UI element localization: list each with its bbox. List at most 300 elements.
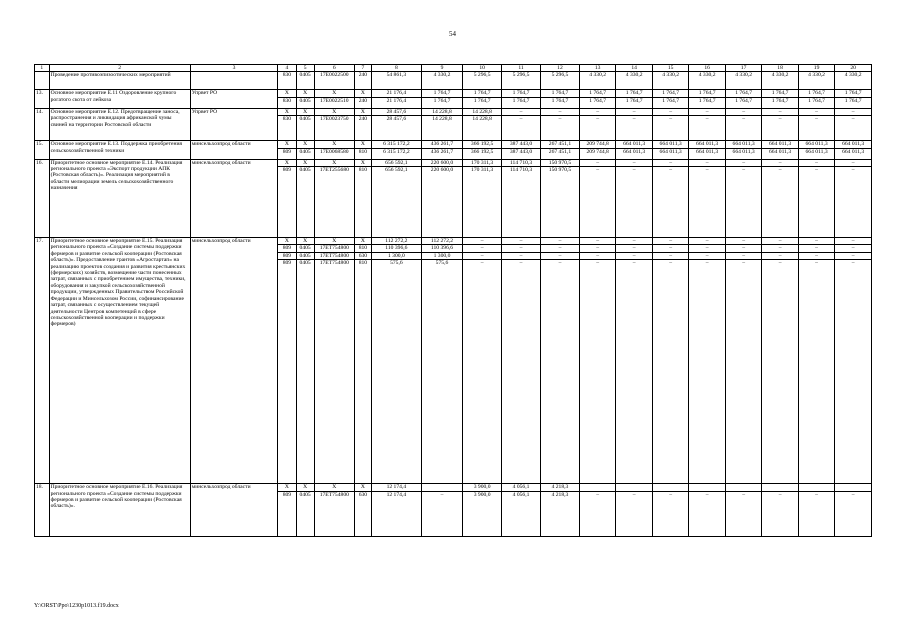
amount-cell: 664 011,3 <box>835 141 872 148</box>
amount-cell: – <box>798 159 834 166</box>
classification-code: 0405 <box>296 245 314 252</box>
classification-code: 17ЕТ754800 <box>314 491 354 536</box>
amount-cell: 150 970,5 <box>541 159 580 166</box>
amount-cell: – <box>652 167 688 238</box>
amount-cell: – <box>541 108 580 115</box>
amount-cell: – <box>502 108 541 115</box>
amount-cell: 170 311,3 <box>463 167 502 238</box>
amount-cell: – <box>652 116 688 141</box>
amount-cell: 4 056,1 <box>502 484 541 491</box>
executor: минсельхозпрод области <box>190 159 278 237</box>
amount-cell: – <box>725 260 761 484</box>
amount-cell: – <box>798 238 834 245</box>
amount-cell: 664 011,3 <box>725 141 761 148</box>
column-number: 19 <box>798 65 834 72</box>
amount-cell: 3 900,0 <box>463 491 502 536</box>
amount-cell: – <box>762 252 798 259</box>
amount-cell: 220 600,0 <box>421 167 462 238</box>
column-number: 7 <box>354 65 371 72</box>
row-number: 15. <box>35 141 50 159</box>
classification-code: Х <box>354 141 371 148</box>
amount-cell: 1 764,7 <box>616 97 652 108</box>
amount-cell: – <box>579 159 615 166</box>
footer-path: Y:\ORST\Ppo\1230p1013.f19.docx <box>34 603 119 609</box>
amount-cell: – <box>579 167 615 238</box>
amount-cell: – <box>652 159 688 166</box>
amount-cell: 4 330,2 <box>616 72 652 90</box>
amount-cell: – <box>835 108 872 115</box>
classification-code: Х <box>354 484 371 491</box>
amount-cell: – <box>798 245 834 252</box>
amount-cell: – <box>502 260 541 484</box>
amount-cell: 150 970,5 <box>541 167 580 238</box>
amount-cell <box>725 484 761 491</box>
amount-cell: 110 396,6 <box>421 245 462 252</box>
amount-cell: 14 228,8 <box>463 108 502 115</box>
amount-cell: 1 764,7 <box>579 90 615 97</box>
classification-code: 809 <box>278 245 296 252</box>
amount-cell: 1 764,7 <box>541 97 580 108</box>
amount-cell: 1 300,0 <box>421 252 462 259</box>
amount-cell: – <box>725 238 761 245</box>
classification-code: 809 <box>278 252 296 259</box>
classification-code: Х <box>296 141 314 148</box>
classification-code: Х <box>278 484 296 491</box>
amount-cell: – <box>798 260 834 484</box>
amount-cell: – <box>725 116 761 141</box>
amount-cell: – <box>725 252 761 259</box>
amount-cell: – <box>541 252 580 259</box>
amount-cell: 4 218,3 <box>541 491 580 536</box>
amount-cell: – <box>835 252 872 259</box>
amount-cell: 28 457,6 <box>371 116 421 141</box>
classification-code: 0405 <box>296 491 314 536</box>
classification-code: 17Е0068580 <box>314 148 354 159</box>
classification-code: 810 <box>354 245 371 252</box>
amount-cell <box>798 484 834 491</box>
amount-cell: – <box>725 491 761 536</box>
classification-code: 17ЕТ754800 <box>314 260 354 484</box>
amount-cell: – <box>835 245 872 252</box>
amount-cell: 220 600,0 <box>421 159 462 166</box>
amount-cell: 1 764,7 <box>798 90 834 97</box>
amount-cell: – <box>835 167 872 238</box>
amount-cell: 664 011,3 <box>835 148 872 159</box>
row-number: 18. <box>35 484 50 536</box>
amount-cell: – <box>762 238 798 245</box>
amount-cell: – <box>835 116 872 141</box>
amount-cell: 664 011,3 <box>616 141 652 148</box>
amount-cell: – <box>502 116 541 141</box>
amount-cell: 1 764,7 <box>689 97 725 108</box>
amount-cell <box>652 484 688 491</box>
amount-cell: – <box>798 108 834 115</box>
column-number: 20 <box>835 65 872 72</box>
column-number: 18 <box>762 65 798 72</box>
amount-cell: 1 764,7 <box>579 97 615 108</box>
amount-cell: – <box>541 238 580 245</box>
amount-cell: 436 261,7 <box>421 141 462 148</box>
table-row <box>35 90 872 97</box>
classification-code: 17ЕТ754800 <box>314 252 354 259</box>
executor <box>190 72 278 90</box>
amount-cell: – <box>689 167 725 238</box>
amount-cell: 1 764,7 <box>652 90 688 97</box>
classification-code: 17ЕТ255680 <box>314 167 354 238</box>
classification-code: Х <box>314 238 354 245</box>
amount-cell: 114 710,3 <box>502 167 541 238</box>
amount-cell: 575,6 <box>371 260 421 484</box>
classification-code: Х <box>278 141 296 148</box>
amount-cell: 366 192,5 <box>463 148 502 159</box>
amount-cell: – <box>579 108 615 115</box>
classification-code: 630 <box>354 491 371 536</box>
amount-cell: – <box>652 252 688 259</box>
classification-code: Х <box>314 108 354 115</box>
amount-cell: 4 330,2 <box>652 72 688 90</box>
classification-code: 0405 <box>296 116 314 141</box>
amount-cell: – <box>502 245 541 252</box>
table-row <box>35 159 872 166</box>
classification-code: 810 <box>354 260 371 484</box>
amount-cell: – <box>463 238 502 245</box>
amount-cell: 5 296,5 <box>502 72 541 90</box>
classification-code: 0405 <box>296 252 314 259</box>
classification-code: 17Е0022510 <box>314 97 354 108</box>
amount-cell: – <box>463 252 502 259</box>
amount-cell: 664 011,3 <box>762 141 798 148</box>
amount-cell: 114 710,3 <box>502 159 541 166</box>
amount-cell: – <box>541 260 580 484</box>
classification-code: 810 <box>354 148 371 159</box>
amount-cell: 4 330,2 <box>762 72 798 90</box>
amount-cell: – <box>689 252 725 259</box>
amount-cell: – <box>689 159 725 166</box>
amount-cell: 6 315 172,2 <box>371 148 421 159</box>
column-number: 9 <box>421 65 462 72</box>
amount-cell: – <box>835 491 872 536</box>
amount-cell: 54 861,3 <box>371 72 421 90</box>
executor: минсельхозпрод области <box>190 484 278 536</box>
amount-cell <box>579 484 615 491</box>
amount-cell: – <box>463 245 502 252</box>
amount-cell: 664 011,3 <box>689 141 725 148</box>
amount-cell: 1 764,7 <box>725 97 761 108</box>
amount-cell: 664 011,3 <box>798 148 834 159</box>
column-number: 17 <box>725 65 761 72</box>
table-row <box>35 484 872 491</box>
column-number: 11 <box>502 65 541 72</box>
amount-cell: – <box>541 245 580 252</box>
amount-cell: – <box>652 108 688 115</box>
amount-cell: – <box>579 116 615 141</box>
amount-cell: – <box>616 245 652 252</box>
column-number: 1 <box>35 65 50 72</box>
amount-cell: 14 228,8 <box>421 116 462 141</box>
executor: минсельхозпрод области <box>190 238 278 484</box>
amount-cell: – <box>689 491 725 536</box>
classification-code: 0405 <box>296 148 314 159</box>
table-row <box>35 72 872 90</box>
executor: Упрвет РО <box>190 90 278 108</box>
activity-name: Приоритетное основное мероприятие Е.15. Реализация регионального проекта «Создание системы поддержки фермеров и развитие сельской кооперации (Ростовская область)». Предоставление грантов «Агростартап» на реализацию проектов создания и развития крестьянских (фермерских) хозяйств, возмещение части понесенных затрат, связанных с приобретением имущества, техники, оборудования и закупкой сельскохозяйственной продукции, утвержденных Правительством Российской Федерации и Минсельхозом России, софинансирование затрат, связанных с осуществлением текущей деятельности Центров компетенций в сфере сельскохозяйственной кооперации и поддержки фермеров) <box>49 238 190 484</box>
column-number: 14 <box>616 65 652 72</box>
classification-code: Х <box>296 238 314 245</box>
amount-cell: – <box>689 108 725 115</box>
amount-cell: – <box>798 252 834 259</box>
row-number: 13. <box>35 90 50 108</box>
classification-code: Х <box>314 484 354 491</box>
amount-cell: 267 451,1 <box>541 148 580 159</box>
amount-cell: 656 592,1 <box>371 167 421 238</box>
amount-cell: 664 011,3 <box>616 148 652 159</box>
classification-code: 809 <box>278 167 296 238</box>
row-number: 17. <box>35 238 50 484</box>
amount-cell: 1 764,7 <box>798 97 834 108</box>
column-number: 13 <box>579 65 615 72</box>
classification-code: 17ЕТ754800 <box>314 245 354 252</box>
amount-cell: 110 396,6 <box>371 245 421 252</box>
amount-cell: – <box>725 245 761 252</box>
classification-code: Х <box>278 90 296 97</box>
amount-cell: 4 330,2 <box>579 72 615 90</box>
amount-cell: 1 764,7 <box>421 97 462 108</box>
amount-cell: 366 192,5 <box>463 141 502 148</box>
amount-cell: – <box>579 491 615 536</box>
amount-cell: 112 272,2 <box>421 238 462 245</box>
classification-code: 809 <box>278 491 296 536</box>
amount-cell: – <box>616 260 652 484</box>
classification-code: 0405 <box>296 72 314 90</box>
amount-cell: – <box>616 167 652 238</box>
amount-cell: – <box>616 159 652 166</box>
column-number: 8 <box>371 65 421 72</box>
amount-cell: – <box>616 238 652 245</box>
classification-code: 630 <box>354 252 371 259</box>
amount-cell: 1 764,7 <box>502 97 541 108</box>
classification-code: 809 <box>278 260 296 484</box>
amount-cell: 1 764,7 <box>502 90 541 97</box>
row-number <box>35 72 50 90</box>
activity-name: Основное мероприятие Е.13. Поддержка приобретения сельскохозяйственной техники <box>49 141 190 159</box>
page-number: 54 <box>449 30 456 38</box>
classification-code: 0405 <box>296 260 314 484</box>
classification-code: Х <box>314 141 354 148</box>
amount-cell: 1 764,7 <box>762 97 798 108</box>
amount-cell: – <box>502 252 541 259</box>
amount-cell: – <box>579 238 615 245</box>
amount-cell: 1 764,7 <box>762 90 798 97</box>
amount-cell: 664 011,3 <box>652 148 688 159</box>
amount-cell: 1 764,7 <box>689 90 725 97</box>
amount-cell: 14 228,8 <box>463 116 502 141</box>
budget-table <box>34 64 872 537</box>
classification-code: Х <box>354 238 371 245</box>
classification-code: 810 <box>354 167 371 238</box>
amount-cell: – <box>762 108 798 115</box>
classification-code: Х <box>296 159 314 166</box>
amount-cell: – <box>725 108 761 115</box>
amount-cell: – <box>652 245 688 252</box>
amount-cell: – <box>463 260 502 484</box>
column-number-row <box>35 65 872 72</box>
activity-name: Основное мероприятие Е.11 Оздоровление крупного рогатого скота от лейкоза <box>49 90 190 108</box>
amount-cell: – <box>579 252 615 259</box>
amount-cell: 387 443,0 <box>502 148 541 159</box>
amount-cell: – <box>835 260 872 484</box>
amount-cell: 5 296,5 <box>541 72 580 90</box>
classification-code: 240 <box>354 72 371 90</box>
amount-cell: 656 592,1 <box>371 159 421 166</box>
classification-code: Х <box>278 159 296 166</box>
classification-code: Х <box>354 159 371 166</box>
amount-cell: 4 330,2 <box>421 72 462 90</box>
classification-code: 830 <box>278 97 296 108</box>
amount-cell: – <box>762 159 798 166</box>
classification-code: Х <box>314 90 354 97</box>
amount-cell: – <box>541 116 580 141</box>
amount-cell <box>689 484 725 491</box>
amount-cell: 1 764,7 <box>835 90 872 97</box>
amount-cell: 4 330,2 <box>725 72 761 90</box>
amount-cell: – <box>798 491 834 536</box>
amount-cell: 4 330,2 <box>689 72 725 90</box>
classification-code: 17Е0023750 <box>314 116 354 141</box>
amount-cell <box>616 484 652 491</box>
amount-cell: 1 764,7 <box>463 90 502 97</box>
amount-cell: 436 261,7 <box>421 148 462 159</box>
classification-code: 830 <box>278 72 296 90</box>
amount-cell: 664 011,3 <box>762 148 798 159</box>
executor: Упрвет РО <box>190 108 278 140</box>
amount-cell: – <box>798 167 834 238</box>
column-number: 15 <box>652 65 688 72</box>
row-number: 16. <box>35 159 50 237</box>
amount-cell: 3 900,0 <box>463 484 502 491</box>
amount-cell: – <box>502 238 541 245</box>
amount-cell: – <box>616 108 652 115</box>
amount-cell <box>762 484 798 491</box>
amount-cell: 387 443,0 <box>502 141 541 148</box>
executor: минсельхозпрод области <box>190 141 278 159</box>
amount-cell: – <box>835 238 872 245</box>
amount-cell: – <box>579 260 615 484</box>
classification-code: Х <box>354 108 371 115</box>
amount-cell: 1 300,0 <box>371 252 421 259</box>
amount-cell: 267 451,1 <box>541 141 580 148</box>
amount-cell: – <box>762 260 798 484</box>
amount-cell <box>421 484 462 491</box>
amount-cell: – <box>652 238 688 245</box>
amount-cell: – <box>835 159 872 166</box>
classification-code: Х <box>314 159 354 166</box>
amount-cell: 4 330,2 <box>835 72 872 90</box>
amount-cell: – <box>762 491 798 536</box>
amount-cell: 4 330,2 <box>798 72 834 90</box>
amount-cell: 664 011,3 <box>725 148 761 159</box>
amount-cell: 170 311,3 <box>463 159 502 166</box>
classification-code: 830 <box>278 116 296 141</box>
amount-cell: – <box>762 167 798 238</box>
amount-cell: 664 011,3 <box>652 141 688 148</box>
amount-cell: 28 457,6 <box>371 108 421 115</box>
amount-cell: 4 218,3 <box>541 484 580 491</box>
amount-cell: – <box>725 167 761 238</box>
amount-cell: 4 056,1 <box>502 491 541 536</box>
classification-code: 17Е0022500 <box>314 72 354 90</box>
amount-cell: – <box>616 252 652 259</box>
classification-code: Х <box>296 108 314 115</box>
column-number: 2 <box>49 65 190 72</box>
column-number: 16 <box>689 65 725 72</box>
amount-cell: 1 764,7 <box>463 97 502 108</box>
table-row <box>35 108 872 115</box>
column-number: 10 <box>463 65 502 72</box>
activity-name: Приоритетное основное мероприятие Е.16. Реализация регионального проекта «Создание системы поддержки фермеров и развитие сельской кооперации (Ростовская область)». <box>49 484 190 536</box>
amount-cell: – <box>579 245 615 252</box>
activity-name: Проведение противоэпизоотических мероприятий <box>49 72 190 90</box>
amount-cell: 6 315 172,2 <box>371 141 421 148</box>
amount-cell: 12 174,4 <box>371 491 421 536</box>
classification-code: 240 <box>354 116 371 141</box>
classification-code: 0405 <box>296 97 314 108</box>
amount-cell: 664 011,3 <box>689 148 725 159</box>
amount-cell: 1 764,7 <box>421 90 462 97</box>
classification-code: 0405 <box>296 167 314 238</box>
classification-code: 809 <box>278 148 296 159</box>
amount-cell: – <box>725 159 761 166</box>
amount-cell <box>835 484 872 491</box>
amount-cell: 112 272,2 <box>371 238 421 245</box>
activity-name: Основное мероприятие Е.12. Предотвращение заноса, распространения и ликвидация африканской чумы свиней на территории Ростовской области <box>49 108 190 140</box>
column-number: 5 <box>296 65 314 72</box>
amount-cell: – <box>652 260 688 484</box>
amount-cell: 1 764,7 <box>616 90 652 97</box>
column-number: 12 <box>541 65 580 72</box>
row-number: 14. <box>35 108 50 140</box>
amount-cell: 14 228,8 <box>421 108 462 115</box>
amount-cell: – <box>689 260 725 484</box>
amount-cell: – <box>762 116 798 141</box>
amount-cell: – <box>652 491 688 536</box>
amount-cell: – <box>762 245 798 252</box>
activity-name: Приоритетное основное мероприятие Е.14. Реализация регионального проекта «Экспорт продукции АПК (Ростовская область)». Реализация мероприятий в области мелиорации земель сельскохозяйственного назначения <box>49 159 190 237</box>
amount-cell: 664 011,3 <box>798 141 834 148</box>
amount-cell: 1 764,7 <box>541 90 580 97</box>
amount-cell: 209 744,8 <box>579 148 615 159</box>
classification-code: Х <box>278 108 296 115</box>
table-row <box>35 141 872 148</box>
classification-code: Х <box>296 90 314 97</box>
amount-cell: – <box>689 116 725 141</box>
amount-cell: 21 176,4 <box>371 97 421 108</box>
classification-code: Х <box>354 90 371 97</box>
table-row <box>35 238 872 245</box>
column-number: 3 <box>190 65 278 72</box>
amount-cell: 209 744,8 <box>579 141 615 148</box>
column-number: 4 <box>278 65 296 72</box>
amount-cell: – <box>689 245 725 252</box>
amount-cell: 21 176,4 <box>371 90 421 97</box>
amount-cell: 575,6 <box>421 260 462 484</box>
amount-cell: 1 764,7 <box>652 97 688 108</box>
amount-cell: 1 764,7 <box>725 90 761 97</box>
column-number: 6 <box>314 65 354 72</box>
amount-cell: 5 296,5 <box>463 72 502 90</box>
amount-cell: 1 764,7 <box>835 97 872 108</box>
classification-code: Х <box>278 238 296 245</box>
amount-cell: – <box>421 491 462 536</box>
